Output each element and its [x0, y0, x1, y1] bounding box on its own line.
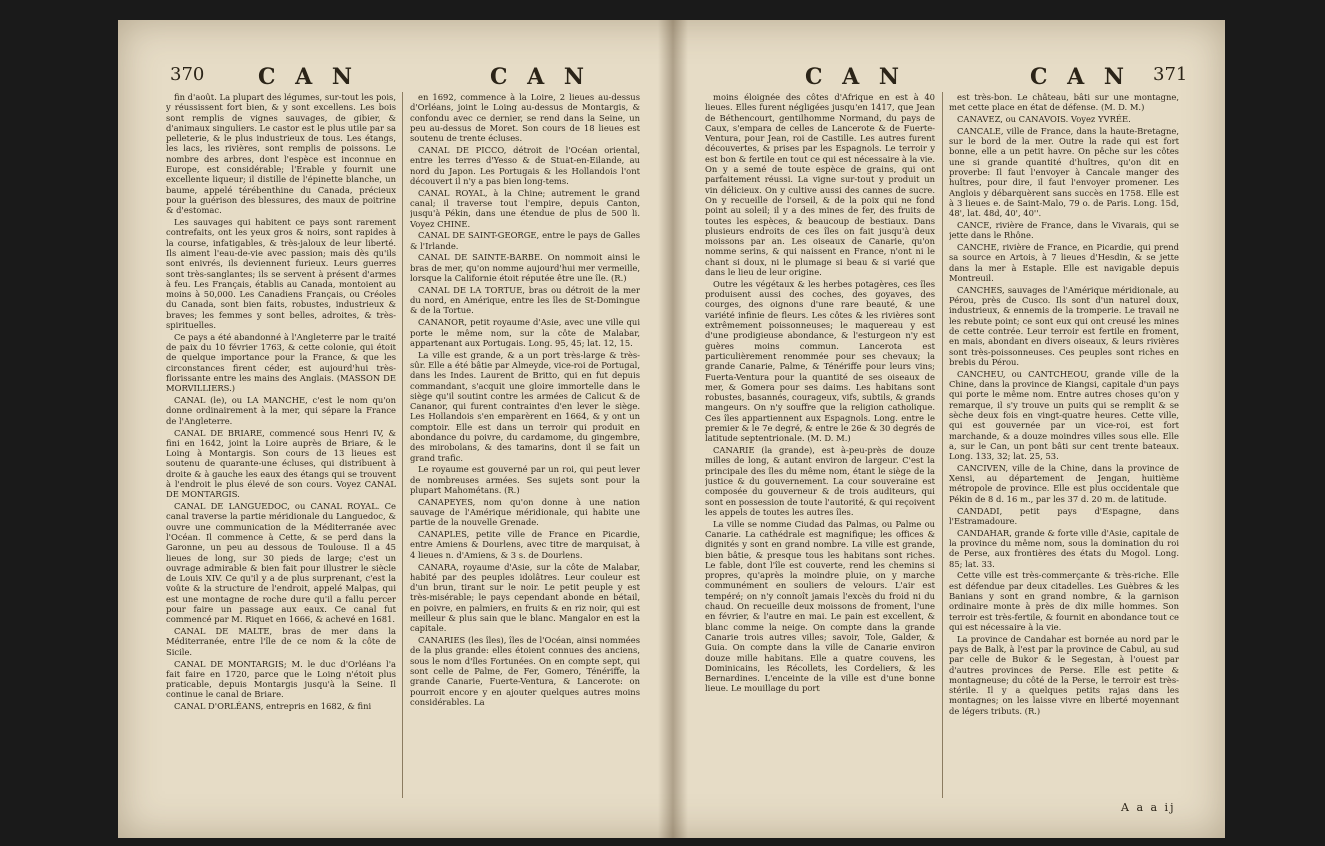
left-page: [118, 20, 658, 838]
text-paragraph: CANARIES (les îles), îles de l'Océan, ainsi nommées de la plus grande: elles étoient connues des anciens, sous le nom d'îles Fortunées. On en compte sept, qui sont celle de Palme, de Fer, Gomero, Ténériffe, la grande Canarie, Fuerte-Ventura, & Lancerote: on pourroit encore y en ajouter quelques autres moins considérables. La: [410, 635, 640, 707]
left-column-rule: [402, 92, 403, 798]
text-paragraph: CANCIVEN, ville de la Chine, dans la province de Xensi, au département de Jengan, huitième métropole de province. Elle est plus occidentale que Pékin de 8 d. 16 m., par les 37 d. 20 m. de latitude.: [949, 462, 1179, 504]
left-page-number: 370: [170, 64, 205, 85]
text-paragraph: CANAL D'ORLÉANS, entrepris en 1682, & fini: [174, 701, 372, 712]
text-paragraph: La ville se nomme Ciudad das Palmas, ou Palme ou Canarie. La cathédrale est magnifique; les offices & dignités y sont en grand nombre. La ville est grande, bien bâtie, & presque tous les habitans sont riches. Le fable, dont l'île est couverte, rend les chemins si propres, qu'après la moindre pluie, on y marche communément en souliers de velours. L'air est tempéré; on n'y connoît jamais l'excès du froid ni du chaud. On recueille deux moissons de froment, l'une en février, & l'autre en mai. Le pain est excellent, & blanc comme la neige. On compte dans la grande Canarie trois autres villes; savoir, Tole, Galder, & Guia. On compte dans la ville de Canarie environ douze mille habitans. Elle a quatre couvens, les Dominicains, les Récollets, les Cordeliers, & les Bernardines. L'enceinte de la ville est d'une bonne lieue. Le mouillage du port: [705, 518, 935, 694]
left-column-1: [166, 92, 396, 798]
right-head-word-1: C A N: [805, 64, 906, 90]
text-paragraph: Le royaume est gouverné par un roi, qui peut lever de nombreuses armées. Ses sujets sont pour la plupart Mahométans. (R.): [410, 464, 640, 495]
right-page-number: 371: [1153, 64, 1188, 85]
text-paragraph: CANDAHAR, grande & forte ville d'Asie, capitale de la province du même nom, sous la domination du roi de Perse, aux frontières des états du Mogol. Long. 85; lat. 33.: [949, 527, 1179, 569]
text-paragraph: CANAVEZ, ou CANAVOIS. Voyez YVRÉE.: [957, 114, 1131, 125]
text-paragraph: CANARA, royaume d'Asie, sur la côte de Malabar, habité par des peuples idolâtres. Leur couleur est d'un brun, tirant sur le noir. Le petit peuple y est très-misérable; le pays cependant abonde en bétail, en poivre, en palmiers, en fruits & en riz noir, qui est meilleur & plus sain que le blanc. Mangalor en est la capitale.: [410, 561, 640, 634]
text-paragraph: CANAL DE LA TORTUE, bras ou détroit de la mer du nord, en Amérique, entre les îles de St-Domingue & de la Tortue.: [410, 284, 640, 316]
text-paragraph: CANAL DE SAINTE-BARBE. On nommoit ainsi le bras de mer, qu'on nomme aujourd'hui mer vermeille, lorsque la Californie étoit réputée être une île. (R.): [410, 252, 640, 284]
text-paragraph: CANCHEU, ou CANTCHEOU, grande ville de la Chine, dans la province de Kiangsi, capitale d'un pays qui porte le même nom. Entre autres choses qu'on y remarque, il s'y trouve un puits qui se remplit & se sèche deux fois en vingt-quatre heures. Cette ville, qui est gouvernée par un vice-roi, est fort marchande, & a douze moindres villes sous elle. Elle a, sur le Can, un pont bâti sur cent trente bateaux. Long. 133, 32; lat. 25, 53.: [949, 368, 1179, 462]
open-book: [118, 20, 1225, 838]
signature-mark: A a a ij: [1121, 801, 1176, 814]
text-paragraph: CANAL DE BRIARE, commencé sous Henri IV, & fini en 1642, joint la Loire auprès de Briare, & le Loing à Montargis. Son cours de 13 lieues est soutenu de quarante-une écluses, qui distribuent à droite & à gauche les eaux des étangs qui se trouvent à l'endroit le plus élevé de son cours. Voyez CANAL DE MONTARGIS.: [166, 427, 396, 500]
text-paragraph: CANAL DE MALTE, bras de mer dans la Méditerranée, entre l'île de ce nom & la côte de Sicile.: [166, 626, 396, 657]
text-paragraph: La ville est grande, & a un port très-large & très-sûr. Elle a été bâtie par Almeyde, vice-roi de Portugal, dans les Indes. Laurent de Britto, qui en fut depuis commandant, s'acquit une gloire immortelle dans le siège qu'il soutint contre les armées de Calicut & de Cananor, qui furent contraintes d'en lever le siège. Les Hollandois s'en emparèrent en 1664, & y ont un comptoir. Elle est dans un terroir qui produit en abondance du poivre, du cardamome, du gingembre, des mirobolans, & des tamarins, dont il se fait un grand trafic.: [410, 349, 640, 463]
text-paragraph: Outre les végétaux & les herbes potagères, ces îles produisent aussi des coches, des goyaves, des courges, des oignons d'une rare beauté, & une variété infinie de fleurs. Les côtes & les rivières sont extrêmement poissonneuses; le maquereau y est d'une prodigieuse abondance, & l'esturgeon n'y est guères moins commun. Lancerota est particulièrement renommée pour ses chevaux; la grande Canarie, Palme, & Ténériffe pour leurs vins; Fuerta-Ventura pour la quantité de ses oiseaux de mer, & Gomera pour ses daims. Les habitans sont robustes, basannés, courageux, vifs, subtils, & grands mangeurs. On n'y souffre que la religion catholique. Ces îles appartiennent aux Espagnols. Long. entre le premier & le 7e degré, & entre le 26e & 30 degrés de latitude septentrionale. (M. D. M.): [705, 278, 935, 444]
text-paragraph: en 1692, commence à la Loire, 2 lieues au-dessus d'Orléans, joint le Loing au-dessus de Montargis, & confondu avec ce dernier, se rend dans la Seine, un peu au-dessus de Moret. Son cours de 18 lieues est soutenu de trente écluses.: [410, 92, 640, 144]
text-paragraph: moins éloignée des côtes d'Afrique en est à 40 lieues. Elles furent négligées jusqu'en 1417, que Jean de Béthencourt, gentilhomme Normand, du pays de Caux, s'empara de celles de Lancerote & de Fuerte-Ventura, pour Jean, roi de Castille. Les autres furent découvertes, & prises par les Espagnols. Le terroir y est bon & fertile en tout ce qui est nécessaire à la vie. On y a semé de toute espèce de grains, qui ont parfaitement réussi. La vigne sur-tout y produit un vin délicieux. On y cultive aussi des cannes de sucre. On y recueille de l'orseil, & de la poix qui ne fond point au soleil; il y a des mines de fer, des fruits de toutes les espèces, & beaucoup de bestiaux. Dans plusieurs endroits de ces îles on fait jusqu'à deux moissons par an. Les oiseaux de Canarie, qu'on nomme serins, & qui naissent en France, n'ont ni le chant si doux, ni le plumage si beau & si varié que dans le lieu de leur origine.: [705, 92, 935, 278]
right-page: [685, 20, 1225, 838]
text-paragraph: CANAL DE MONTARGIS; M. le duc d'Orléans l'a fait faire en 1720, parce que le Loing n'étoit plus praticable, depuis Montargis jusqu'à la Seine. Il continue le canal de Briare.: [166, 658, 396, 700]
left-head-word-1: C A N: [258, 64, 359, 90]
text-paragraph: CANCHES, sauvages de l'Amérique méridionale, au Pérou, près de Cusco. Ils sont d'un naturel doux, industrieux, & ennemis de la tromperie. Le travail ne les rebute point; ce sont eux qui ont creusé les mines de cette contrée. Leur terroir est fertile en froment, en mais, abondant en divers oiseaux, & leurs rivières sont très-poissonneuses. Ces peuples sont riches en brebis du Pérou.: [949, 284, 1179, 367]
right-head-word-2: C A N: [1030, 64, 1131, 90]
left-column-2: [410, 92, 640, 798]
text-paragraph: CANCALE, ville de France, dans la haute-Bretagne, sur le bord de la mer. Outre la rade qui est fort bonne, elle a un petit havre. On pêche sur les côtes une si grande quantité d'huîtres, qu'on dit en proverbe: Il faut l'envoyer à Cancale manger des huîtres, pour dire, il faut l'envoyer promener. Les Anglois y débarquèrent sans succès en 1758. Elle est à 3 lieues e. de Saint-Malo, 79 o. de Paris. Long. 15d, 48', lat. 48d, 40', 40''.: [949, 125, 1179, 219]
text-paragraph: CANCE, rivière de France, dans le Vivarais, qui se jette dans le Rhône.: [949, 220, 1179, 241]
text-paragraph: La province de Candahar est bornée au nord par le pays de Balk, à l'est par la province de Cabul, au sud par celle de Bukor & le Segestan, à l'ouest par d'autres provinces de Perse. Elle est petite & montagneuse; du côté de la Perse, le terroir est très-stérile. Il y a quelques petits rajas dans les montagnes; on les laisse vivre en liberté moyennant de légers tributs. (R.): [949, 633, 1179, 716]
text-paragraph: CANANOR, petit royaume d'Asie, avec une ville qui porte le même nom, sur la côte de Malabar, appartenant aux Portugais. Long. 95, 45; lat. 12, 15.: [410, 317, 640, 348]
text-paragraph: CANAL DE PICCO, détroit de l'Océan oriental, entre les terres d'Yesso & de Stuat-en-Eilande, au nord du Japon. Les Portugais & les Hollandois l'ont découvert il n'y a pas bien long-tems.: [410, 144, 640, 186]
text-paragraph: est très-bon. Le château, bâti sur une montagne, met cette place en état de défense. (M. D. M.): [949, 92, 1179, 113]
text-paragraph: CANAL DE LANGUEDOC, ou CANAL ROYAL. Ce canal traverse la partie méridionale du Languedoc, & ouvre une communication de la Méditerranée avec l'Océan. Il commence à Cette, & se perd dans la Garonne, un peu au dessous de Toulouse. Il a 45 lieues de long, sur 30 pieds de large; c'est un ouvrage admirable & bien fait pour illustrer le siècle de Louis XIV. Ce qu'il y a de plus surprenant, c'est la voûte & la structure de l'endroit, appelé Malpas, qui est une montagne de roche dure qu'il a fallu percer pour faire un passage aux eaux. Ce canal fut commencé par M. Riquet en 1666, & achevé en 1681.: [166, 501, 396, 625]
text-paragraph: CANAL ROYAL, à la Chine; autrement le grand canal; il traverse tout l'empire, depuis Canton, jusqu'à Pékin, dans une étendue de plus de 500 li. Voyez CHINE.: [410, 187, 640, 229]
text-paragraph: CANARIE (la grande), est à-peu-près de douze milles de long, & autant environ de largeur. C'est la principale des îles du même nom, étant le siège de la justice & du gouvernement. La cour souveraine est composée du gouverneur & de trois auditeurs, qui sont en possession de toute l'autorité, & qui reçoivent les appels de toutes les autres îles.: [705, 445, 935, 517]
right-column-2: [949, 92, 1179, 798]
text-paragraph: fin d'août. La plupart des légumes, sur-tout les pois, y réussissent fort bien, & y sont excellens. Les bois sont remplis de vignes sauvages, de gibier, & d'animaux singuliers. Le castor est le plus utile par sa pelleterie, & le plus industrieux de tous. Les étangs, les lacs, les rivières, sont remplis de poissons. Le nombre des arbres, dont l'espèce est inconnue en Europe, est considérable; l'Erable y fournit une excellente liqueur; il distille de l'épinette blanche, un baume, appelé térébenthine du Canada, précieux pour la guérison des blessures, des maux de poitrine & d'estomac.: [166, 92, 396, 216]
left-running-head: [118, 64, 658, 90]
text-paragraph: CANDADI, petit pays d'Espagne, dans l'Estramadoure.: [949, 505, 1179, 526]
text-paragraph: Les sauvages qui habitent ce pays sont rarement contrefaits, ont les yeux gros & noirs, sont rapides à la course, infatigables, & très-jaloux de leur liberté. Ils aiment l'eau-de-vie avec passion; mais dès qu'ils sont enivrés, ils deviennent furieux. Leurs guerres sont très-sanglantes; ils se servent à présent d'armes à feu. Les Français, établis au Canada, montoient au moins à 50,000. Les Canadiens Français, ou Créoles du Canada, sont bien faits, robustes, industrieux & braves; les femmes y sont belles, adroites, & très-spirituelles.: [166, 217, 396, 331]
right-running-head: [685, 64, 1225, 90]
text-paragraph: CANCHE, rivière de France, en Picardie, qui prend sa source en Artois, à 7 lieues d'Hesdin, & se jette dans la mer à Estaple. Elle est navigable depuis Montreuil.: [949, 242, 1179, 284]
left-head-word-2: C A N: [490, 64, 591, 90]
book-spine: [658, 20, 688, 838]
text-paragraph: Cette ville est très-commerçante & très-riche. Elle est défendue par deux citadelles. Les Guèbres & les Banians y sont en grand nombre, & la garnison ordinaire monte à près de dix mille hommes. Son terroir est très-fertile, & fournit en abondance tout ce qui est nécessaire à la vie.: [949, 570, 1179, 632]
right-column-rule: [942, 92, 943, 798]
text-paragraph: CANAPLES, petite ville de France en Picardie, entre Amiens & Dourlens, avec titre de marquisat, à 4 lieues n. d'Amiens, & 3 s. de Dourlens.: [410, 529, 640, 560]
text-paragraph: CANAL DE SAINT-GEORGE, entre le pays de Galles & l'Irlande.: [410, 230, 640, 251]
text-paragraph: Ce pays a été abandonné à l'Angleterre par le traité de paix du 10 février 1763, & cette colonie, qui étoit de quelque importance pour la France, & que les circonstances firent céder, est aujourd'hui très-florissante entre les mains des Anglais. (MASSON DE MORVILLIERS.): [166, 331, 396, 394]
right-column-1: [705, 92, 935, 798]
text-paragraph: CANAPEYES, nom qu'on donne à une nation sauvage de l'Amérique méridionale, qui habite une partie de la nouvelle Grenade.: [410, 496, 640, 528]
text-paragraph: CANAL (le), ou LA MANCHE, c'est le nom qu'on donne ordinairement à la mer, qui sépare la France de l'Angleterre.: [166, 395, 396, 426]
